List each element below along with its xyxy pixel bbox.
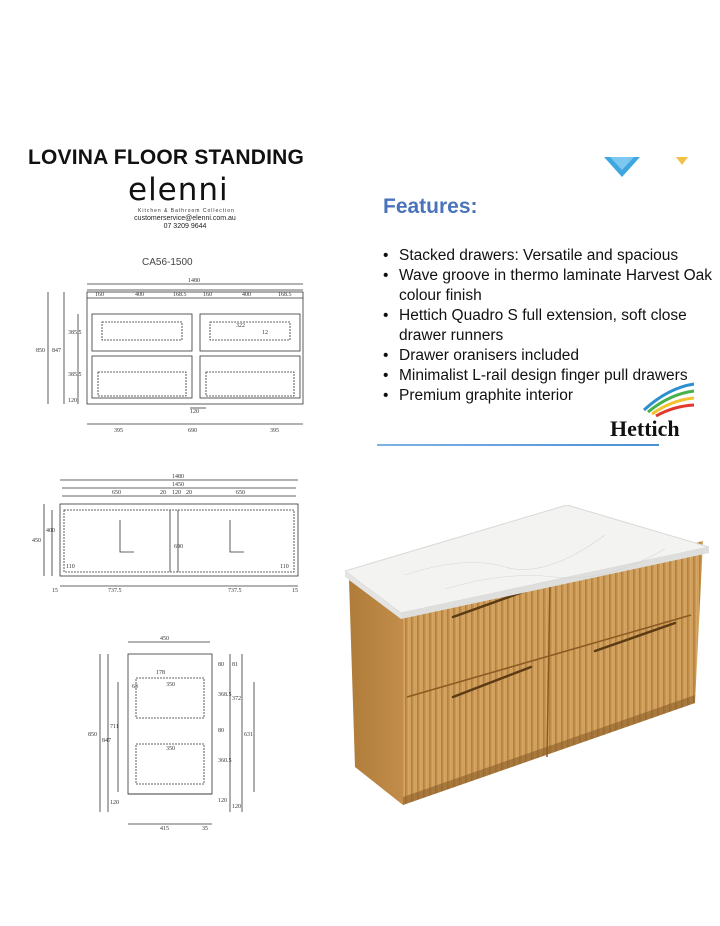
feature-item: • Hettich Quadro S full extension, soft close drawer runners (381, 306, 716, 346)
brand-email[interactable]: customerservice@elenni.com.au (134, 215, 236, 222)
dim-label: 80 (218, 728, 224, 734)
dim-label: 400 (242, 292, 251, 298)
feature-item: • Wave groove in thermo laminate Harvest Oak colour finish (381, 266, 716, 306)
dim-label: 120 (68, 398, 77, 404)
features-heading: Features: (383, 195, 478, 218)
dim-label: 80 (218, 662, 224, 668)
dim-label: 368.5 (218, 692, 232, 698)
decorative-arrows-graphic (600, 152, 700, 180)
dim-label: 690 (188, 428, 197, 434)
dim-label: 711 (110, 724, 119, 730)
dim-label: 631 (244, 732, 253, 738)
dim-label: 1480 (172, 474, 184, 480)
model-code: CA56-1500 (142, 257, 193, 268)
hettich-logo (608, 380, 698, 440)
dim-label: 415 (160, 826, 169, 832)
dim-label: 120 (110, 800, 119, 806)
feature-item: • Stacked drawers: Versatile and spacious (381, 246, 716, 266)
dim-label: 450 (32, 538, 41, 544)
hettich-wordmark: Hettich (610, 416, 680, 440)
product-title: LOVINA FLOOR STANDING (28, 146, 305, 169)
dim-label: 12 (262, 330, 268, 336)
brand-tagline: Kitchen & Bathroom Collection (138, 208, 235, 214)
brand-logo: elenni (128, 172, 229, 208)
feature-item: • Minimalist L-rail design finger pull drawers (381, 366, 716, 386)
dim-label: 385.5 (68, 330, 82, 336)
dim-label: 63 (132, 684, 138, 690)
dim-label: 160 (95, 292, 104, 298)
dim-label: 847 (52, 348, 61, 354)
dim-label: 737.5 (228, 588, 242, 594)
dim-label: 850 (36, 348, 45, 354)
dim-label: 322 (236, 323, 245, 329)
dim-label: 400 (135, 292, 144, 298)
dim-label: 847 (102, 738, 111, 744)
dim-label: 20 (160, 490, 166, 496)
dim-label: 360.5 (218, 758, 232, 764)
dim-label: 120 (232, 804, 241, 810)
dim-label: 120 (190, 409, 199, 415)
dim-label: 690 (174, 544, 183, 550)
divider-line (377, 444, 659, 446)
dim-label: 737.5 (108, 588, 122, 594)
dim-label: 110 (280, 564, 289, 570)
dim-label: 395 (114, 428, 123, 434)
side-elevation-drawing (80, 632, 260, 832)
dim-label: 372 (232, 696, 241, 702)
dim-label: 650 (112, 490, 121, 496)
dim-label: 15 (52, 588, 58, 594)
brand-phone: 07 3209 9644 (163, 223, 207, 230)
dim-label: 178 (156, 670, 165, 676)
dim-label: 350 (166, 746, 175, 752)
dim-label: 15 (292, 588, 298, 594)
dim-label: 35 (202, 826, 208, 832)
dim-label: 20 (186, 490, 192, 496)
feature-item: • Drawer oranisers included (381, 346, 716, 366)
dim-label: 81 (232, 662, 238, 668)
plan-view-drawing (30, 470, 320, 595)
dim-label: 1480 (188, 278, 200, 284)
dim-label: 110 (66, 564, 75, 570)
dim-label: 168.5 (278, 292, 292, 298)
dim-label: 450 (160, 636, 169, 642)
dim-label: 1450 (172, 482, 184, 488)
feature-item: • Premium graphite interior (381, 386, 716, 406)
dim-label: 350 (166, 682, 175, 688)
dim-label: 850 (88, 732, 97, 738)
dim-label: 120 (218, 798, 227, 804)
dim-label: 120 (172, 490, 181, 496)
dim-label: 395 (270, 428, 279, 434)
front-elevation-drawing (30, 272, 320, 437)
dim-label: 400 (46, 528, 55, 534)
dim-label: 168.5 (173, 292, 187, 298)
dim-label: 385.5 (68, 372, 82, 378)
dim-label: 650 (236, 490, 245, 496)
product-image (345, 505, 715, 810)
dim-label: 160 (203, 292, 212, 298)
